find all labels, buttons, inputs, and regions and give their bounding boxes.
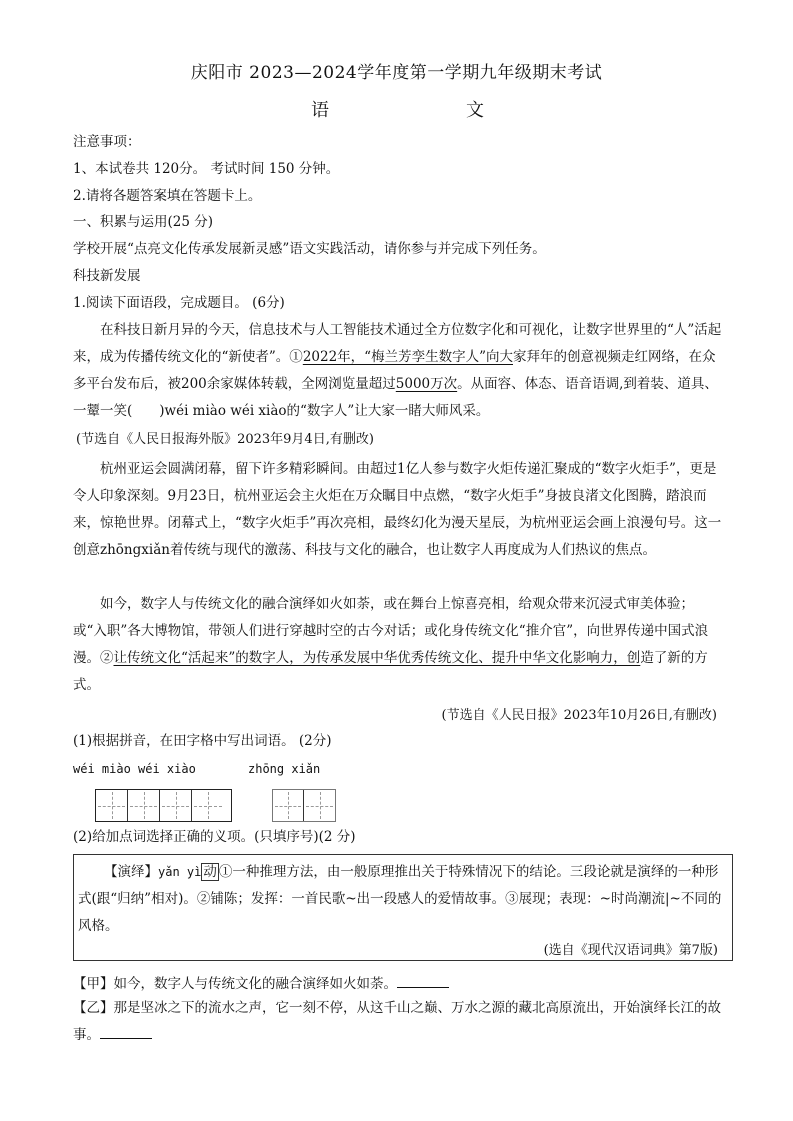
p1-text-b: 家拜年的创意视频走红网络，在众多平台发布后，被200余家媒体转载，全网浏览量超过	[73, 349, 716, 392]
p1-underline-2: 5000万次	[395, 376, 458, 392]
sentence-yi-text: 【乙】那是坚冰之下的流水之声，它一刻不停，从这千山之巅、万水之源的藏北高原流出，开始演绎长江的故事。	[73, 1000, 721, 1043]
sentence-yi	[73, 995, 723, 1049]
question-1: 1.阅读下面语段，完成题目。 (6分)	[73, 295, 285, 311]
tianzige-cell[interactable]	[128, 790, 160, 821]
tianzige-cell[interactable]	[192, 790, 224, 821]
passage-paragraph-1	[73, 317, 723, 425]
tianzige-cell[interactable]	[273, 790, 304, 821]
p3-text-a: 如今，数字人与传统文化的融合演绎如火如荼，或在舞台上惊喜亮相，给观众带来沉浸式审美体验；或“入职”各大博物馆，带领人们进行穿越时空的古今对话；或化身传统文化“推介官”，向世界传递中国式浪漫。②	[73, 596, 709, 666]
section-heading: 一、积累与运用(25 分)	[73, 214, 214, 230]
q1-2-prompt: (2)给加点词选择正确的义项。(只填序号)(2 分)	[73, 829, 356, 845]
passage-paragraph-3	[73, 591, 723, 699]
answer-blank-jia[interactable]	[397, 973, 449, 988]
dictionary-entry-box	[73, 854, 733, 961]
sentence-jia	[73, 973, 449, 993]
tianzige-grid-1[interactable]	[95, 789, 232, 822]
tianzige-cell[interactable]	[96, 790, 128, 821]
section-intro: 学校开展“点亮文化传承发展新灵感”语文实践活动，请你参与并完成下列任务。	[73, 241, 546, 257]
p1-underline-1: 2022年，“梅兰芳孪生数字人”向大	[302, 349, 513, 365]
pinyin-2: zhōng xiǎn	[248, 762, 321, 776]
source-2: (节选自《人民日报》2023年10月26日,有删改)	[441, 708, 717, 723]
q1-1-prompt: (1)根据拼音，在田字格中写出词语。 (2分)	[73, 733, 332, 749]
subject-right: 文	[466, 100, 484, 121]
dict-pos-box: 动	[203, 864, 217, 880]
exam-title: 庆阳市 2023—2024学年度第一学期九年级期末考试	[190, 63, 603, 83]
p1-text-c: 。从面容、体态、语音语调,到着装、道具、一颦一笑( )wéi miào wéi xiào的“数字人”让大家一睹大师风采。	[73, 376, 718, 419]
notes-heading: 注意事项：	[73, 134, 141, 150]
p3-underline: 让传统文化“活起来”的数字人，为传承发展中华优秀传统文化、提升中华文化影响力，创	[113, 650, 641, 666]
sentence-jia-text: 【甲】如今，数字人与传统文化的融合演绎如火如荼。	[73, 976, 397, 992]
dict-source: (选自《现代汉语词典》第7版)	[543, 943, 718, 958]
p3-text-b: 造了新的方式。	[73, 650, 708, 693]
notes-item-2: 2.请将各题答案填在答题卡上。	[73, 188, 262, 204]
answer-blank-yi[interactable]	[100, 1024, 152, 1039]
subject-left: 语	[311, 100, 329, 121]
dict-definitions: ①一种推理方法，由一般原理推出关于特殊情况下的结论。三段论就是演绎的一种形式(跟“归纳”相对)。②铺陈；发挥：一首民歌~出一段感人的爱情故事。③展现；表现：~时尚潮流|~不同的风格。	[78, 864, 722, 934]
tianzige-cell[interactable]	[160, 790, 192, 821]
pinyin-1: wéi miào wéi xiào	[73, 762, 196, 776]
passage-paragraph-2: 杭州亚运会圆满闭幕，留下许多精彩瞬间。由超过1亿人参与数字火炬传递汇聚成的“数字火炬手”，更是令人印象深刻。9月23日，杭州亚运会主火炬在万众瞩目中点燃，“数字火炬手”身披良渚文化图腾，踏浪而来，惊艳世界。闭幕式上，“数字火炬手”再次亮相，最终幻化为漫天星辰，为杭州亚运会画上浪漫句号。这一创意zhōngxiǎn着传统与现代的激荡、科技与文化的融合，也让数字人再度成为人们热议的焦点。	[73, 461, 722, 558]
dict-headword: 【演绎】	[104, 864, 158, 880]
tianzige-grid-2[interactable]	[272, 789, 336, 822]
topic-heading: 科技新发展	[73, 268, 141, 284]
tianzige-cell[interactable]	[304, 790, 335, 821]
notes-item-1: 1、本试卷共 120分。 考试时间 150 分钟。	[73, 161, 340, 177]
dictionary-text	[74, 859, 734, 940]
source-1: (节选自《人民日报海外版》2023年9月4日,有删改)	[76, 432, 374, 447]
p1-text-a: 在科技日新月异的今天，信息技术与人工智能技术通过全方位数字化和可视化，让数字世界里的“人”活起来，成为传播传统文化的“新使者”。①	[73, 322, 722, 365]
dict-pinyin: yǎn yì	[158, 865, 202, 879]
